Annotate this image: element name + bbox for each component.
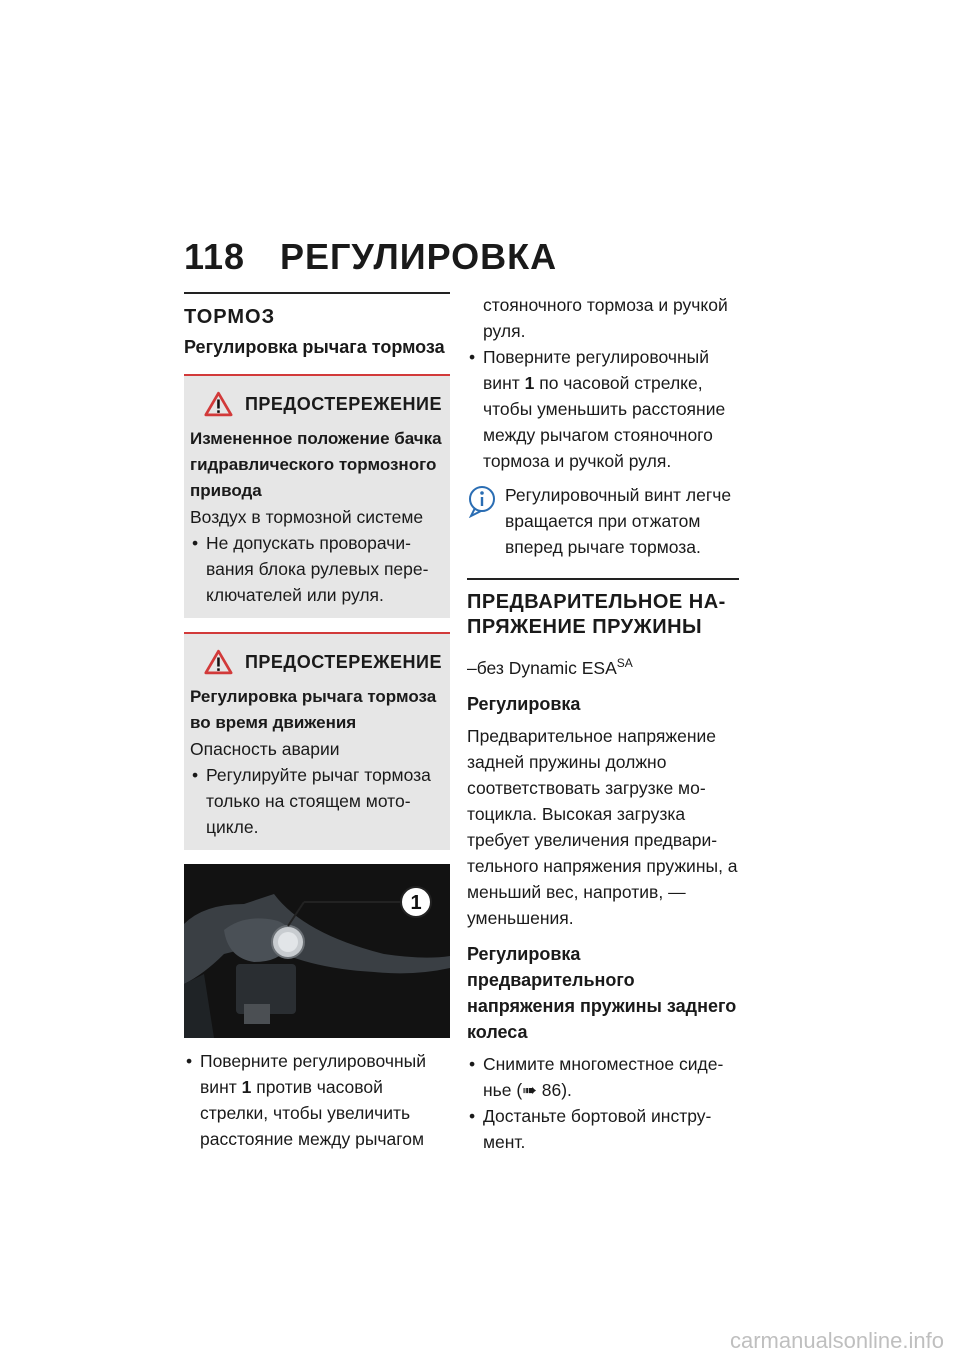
warning-subtitle: Измененное положение бачка гидравлического тормозного привода [190,429,442,500]
watermark: carmanualsonline.info [729,1328,944,1353]
info-icon [467,484,497,518]
warning-text: Воздух в тормозной системе [190,507,424,527]
list-item: • Поверните регулировочный винт 1 по часовой стрелке, чтобы уменьшить расстояние между рычагом стояночного тормоза и ручкой руля. [469,347,726,471]
section-rule [184,292,450,294]
warning-title: ПРЕДОСТЕРЕЖЕНИЕ [244,651,442,672]
warning-text: Опасность аварии [190,739,340,759]
info-note [467,482,739,560]
brake-lever-illustration [184,864,450,1038]
section-title-spring: ПРЕДВАРИТЕЛЬНОЕ НАПРЯЖЕНИЕ ПРУЖИНЫ [467,591,726,638]
subsection-title-rear-spring: Регулировка предварительного напряжения пружины заднего колеса [467,943,737,1042]
page-number: 118 [184,236,246,277]
warning-box-2 [184,632,450,850]
section-title-brakes: ТОРМОЗ [184,306,276,328]
list-item: • Не допускать проворачивания блока рулевых переключателей или руля. [192,533,429,605]
warning-title: ПРЕДОСТЕРЕЖЕНИЕ [244,393,442,414]
warning-icon [204,648,233,676]
page-header [184,236,557,278]
warning-box-1 [184,374,450,618]
left-column [184,292,450,1152]
warning-icon [204,390,233,418]
info-text: Регулировочный винт легче вращается при отжатом вперед рычаге тормоза. [505,485,732,557]
brake-lever-photo [184,864,450,1038]
page-title: РЕГУЛИРОВКА [280,236,558,277]
paragraph: Предварительное напряжение задней пружины должно соответствовать загрузке мотоцикла. Высокая загрузка требует увеличения предварительного напряжения пружины, а меньший вес, напротив, — уменьшения. [467,725,738,928]
list-item: • Достаньте бортовой инструмент. [469,1105,712,1152]
section-rule [467,578,739,580]
list-item: • Поверните регулировочный винт 1 против часовой стрелки, чтобы увеличить расстояние между рычагом [186,1051,426,1149]
right-column [467,292,739,1155]
subsection-title-adjust: Регулировка [467,693,581,714]
subsection-title-lever: Регулировка рычага тормоза [184,337,445,357]
option-note: –без Dynamic $ESA^{SA}$ [467,656,633,678]
callout-number: 1 [410,892,422,914]
list-item: • Регулируйте рычаг тормоза только на стоящем мотоцикле. [192,765,431,837]
continued-text: стояночного тормоза и ручкой руля. [483,295,728,341]
warning-subtitle: Регулировка рычага тормоза во время движения [190,687,437,732]
list-item: • Снимите многоместное сиденье (➠ 86). [469,1053,724,1100]
